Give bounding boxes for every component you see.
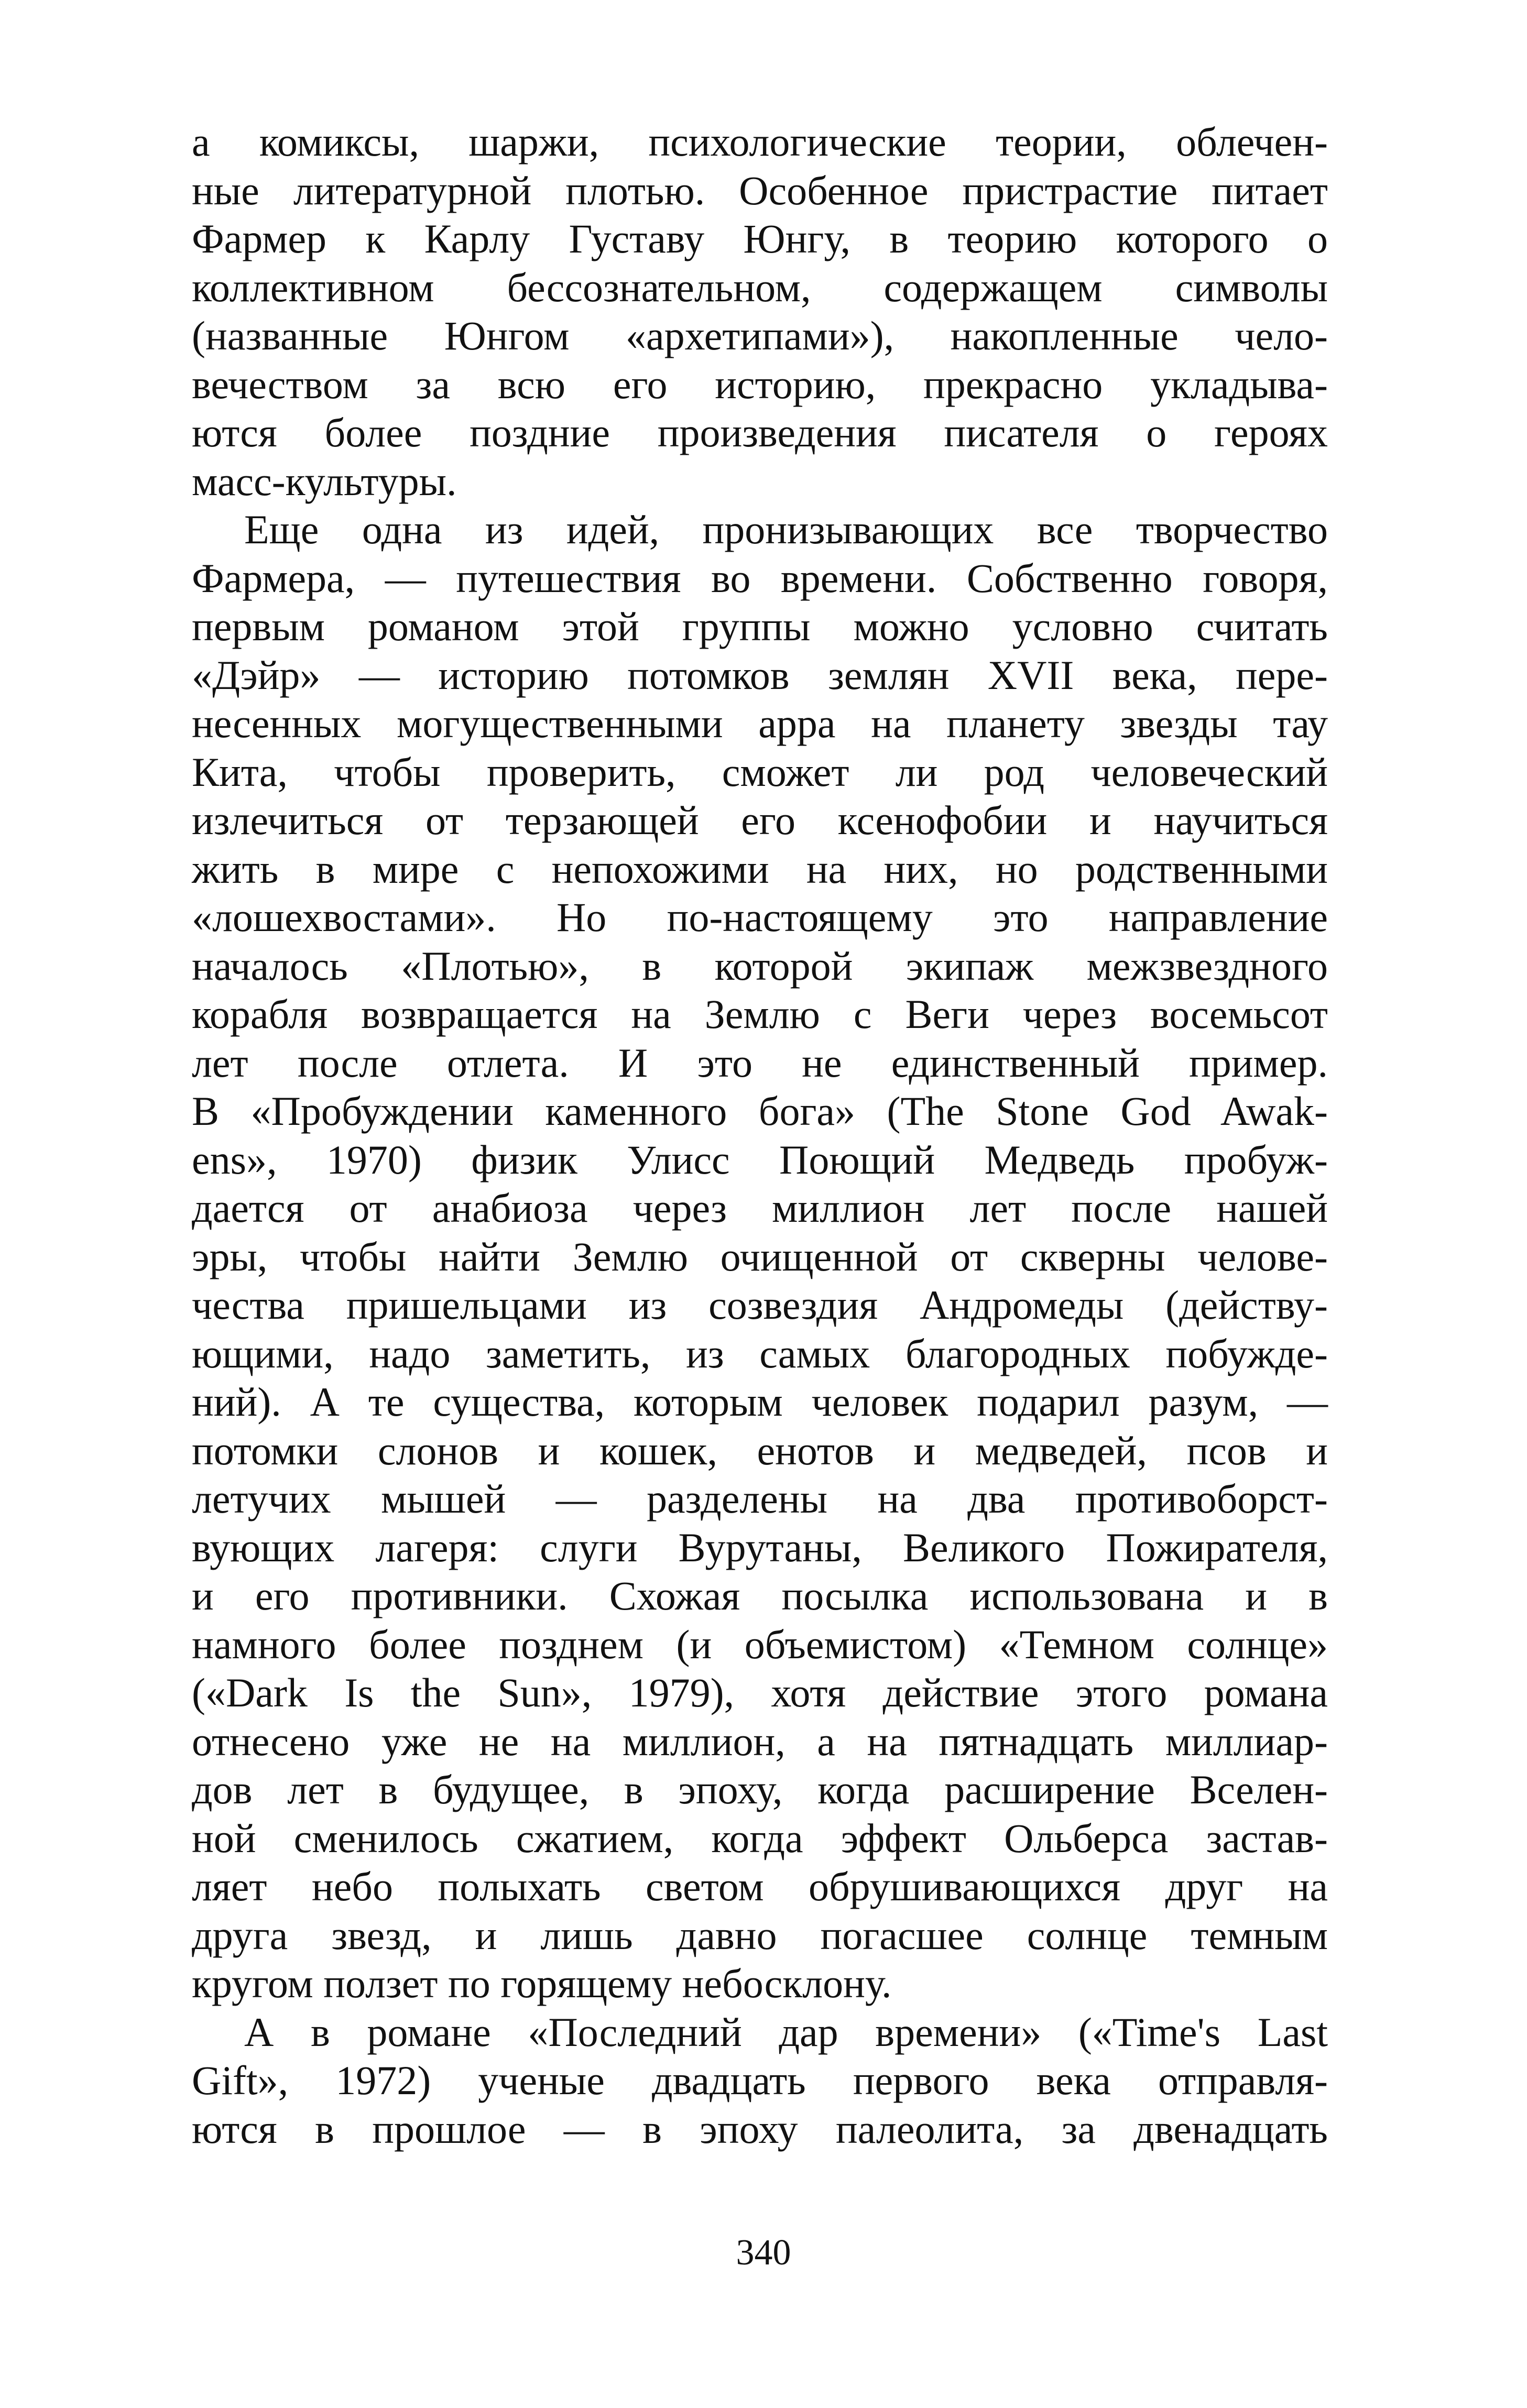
text-line: чества пришельцами из созвездия Андромеды (действу-: [192, 1282, 1328, 1328]
text-line: ной сменилось сжатием, когда эффект Ольберса застав-: [192, 1815, 1328, 1861]
text-line: масс-культуры.: [192, 458, 457, 504]
text-line: ются в прошлое — в эпоху палеолита, за двенадцать: [192, 2106, 1328, 2152]
text-line: дов лет в будущее, в эпоху, когда расширение Вселен-: [192, 1767, 1328, 1812]
text-line: излечиться от терзающей его ксенофобии и научиться: [192, 797, 1328, 843]
text-line: намного более позднем (и объемистом) «Темном солнце»: [192, 1621, 1328, 1667]
text-line: жить в мире с непохожими на них, но родственными: [192, 846, 1328, 892]
text-line: началось «Плотью», в которой экипаж межзвездного: [192, 943, 1328, 989]
text-line: отнесено уже не на миллион, а на пятнадцать миллиар-: [192, 1718, 1328, 1764]
text-line: летучих мышей — разделены на два противоборст-: [192, 1476, 1328, 1522]
text-line: ний). А те существа, которым человек подарил разум, —: [192, 1379, 1328, 1425]
text-line: ляет небо полыхать светом обрушивающихся друг на: [192, 1864, 1328, 1909]
text-line: ются более поздние произведения писателя о героях: [192, 410, 1328, 455]
text-line: лет после отлета. И это не единственный пример.: [192, 1039, 1328, 1086]
text-line: («Dark Is the Sun», 1979), хотя действие этого романа: [192, 1670, 1328, 1715]
body-text: [192, 118, 1328, 2153]
text-line: Фармера, — путешествия во времени. Собственно говоря,: [192, 555, 1328, 601]
text-line: ющими, надо заметить, из самых благородных побужде-: [192, 1330, 1328, 1376]
text-line: потомки слонов и кошек, енотов и медведей, псов и: [192, 1427, 1328, 1473]
text-line: несенных могущественными арра на планету звезды тау: [192, 700, 1328, 746]
paragraph-first-line: Еще одна из идей, пронизывающих все творчество: [244, 507, 1328, 552]
paragraph-first-line: А в романе «Последний дар времени» («Time's Last: [244, 2009, 1328, 2055]
text-line: вующих лагеря: слуги Вурутаны, Великого Пожирателя,: [192, 1524, 1328, 1570]
text-line: первым романом этой группы можно условно считать: [192, 604, 1328, 649]
text-line: коллективном бессознательном, содержащем символы: [192, 264, 1328, 310]
text-line: ные литературной плотью. Особенное пристрастие питает: [192, 167, 1328, 213]
text-line: «лошехвостами». Но по-настоящему это направление: [192, 894, 1328, 940]
text-line: Кита, чтобы проверить, сможет ли род человеческий: [192, 749, 1328, 795]
text-line: дается от анабиоза через миллион лет после нашей: [192, 1185, 1328, 1231]
text-line: а комиксы, шаржи, психологические теории, облечен-: [192, 119, 1328, 165]
text-line: Фармер к Карлу Густаву Юнгу, в теорию которого о: [192, 216, 1328, 261]
text-line: друга звезд, и лишь давно погасшее солнце темным: [192, 1912, 1328, 1958]
text-line: корабля возвращается на Землю с Веги через восемьсот: [192, 991, 1328, 1037]
text-line: «Дэйр» — историю потомков землян XVII века, пере-: [192, 652, 1328, 698]
text-line: В «Пробуждении каменного бога» (The Stone God Awak-: [192, 1088, 1328, 1134]
text-line: эры, чтобы найти Землю очищенной от скверны челове-: [192, 1233, 1328, 1279]
text-line: Gift», 1972) ученые двадцать первого века отправля-: [192, 2057, 1328, 2103]
text-line: (названные Юнгом «архетипами»), накопленные чело-: [192, 313, 1328, 358]
page-number: 340: [736, 2232, 791, 2273]
text-line: и его противники. Схожая посылка использована и в: [192, 1573, 1328, 1618]
text-line: ens», 1970) физик Улисс Поющий Медведь пробуж-: [192, 1136, 1328, 1183]
text-line: кругом ползет по горящему небосклону.: [192, 1961, 892, 2006]
text-line: вечеством за всю его историю, прекрасно укладыва-: [192, 361, 1328, 407]
